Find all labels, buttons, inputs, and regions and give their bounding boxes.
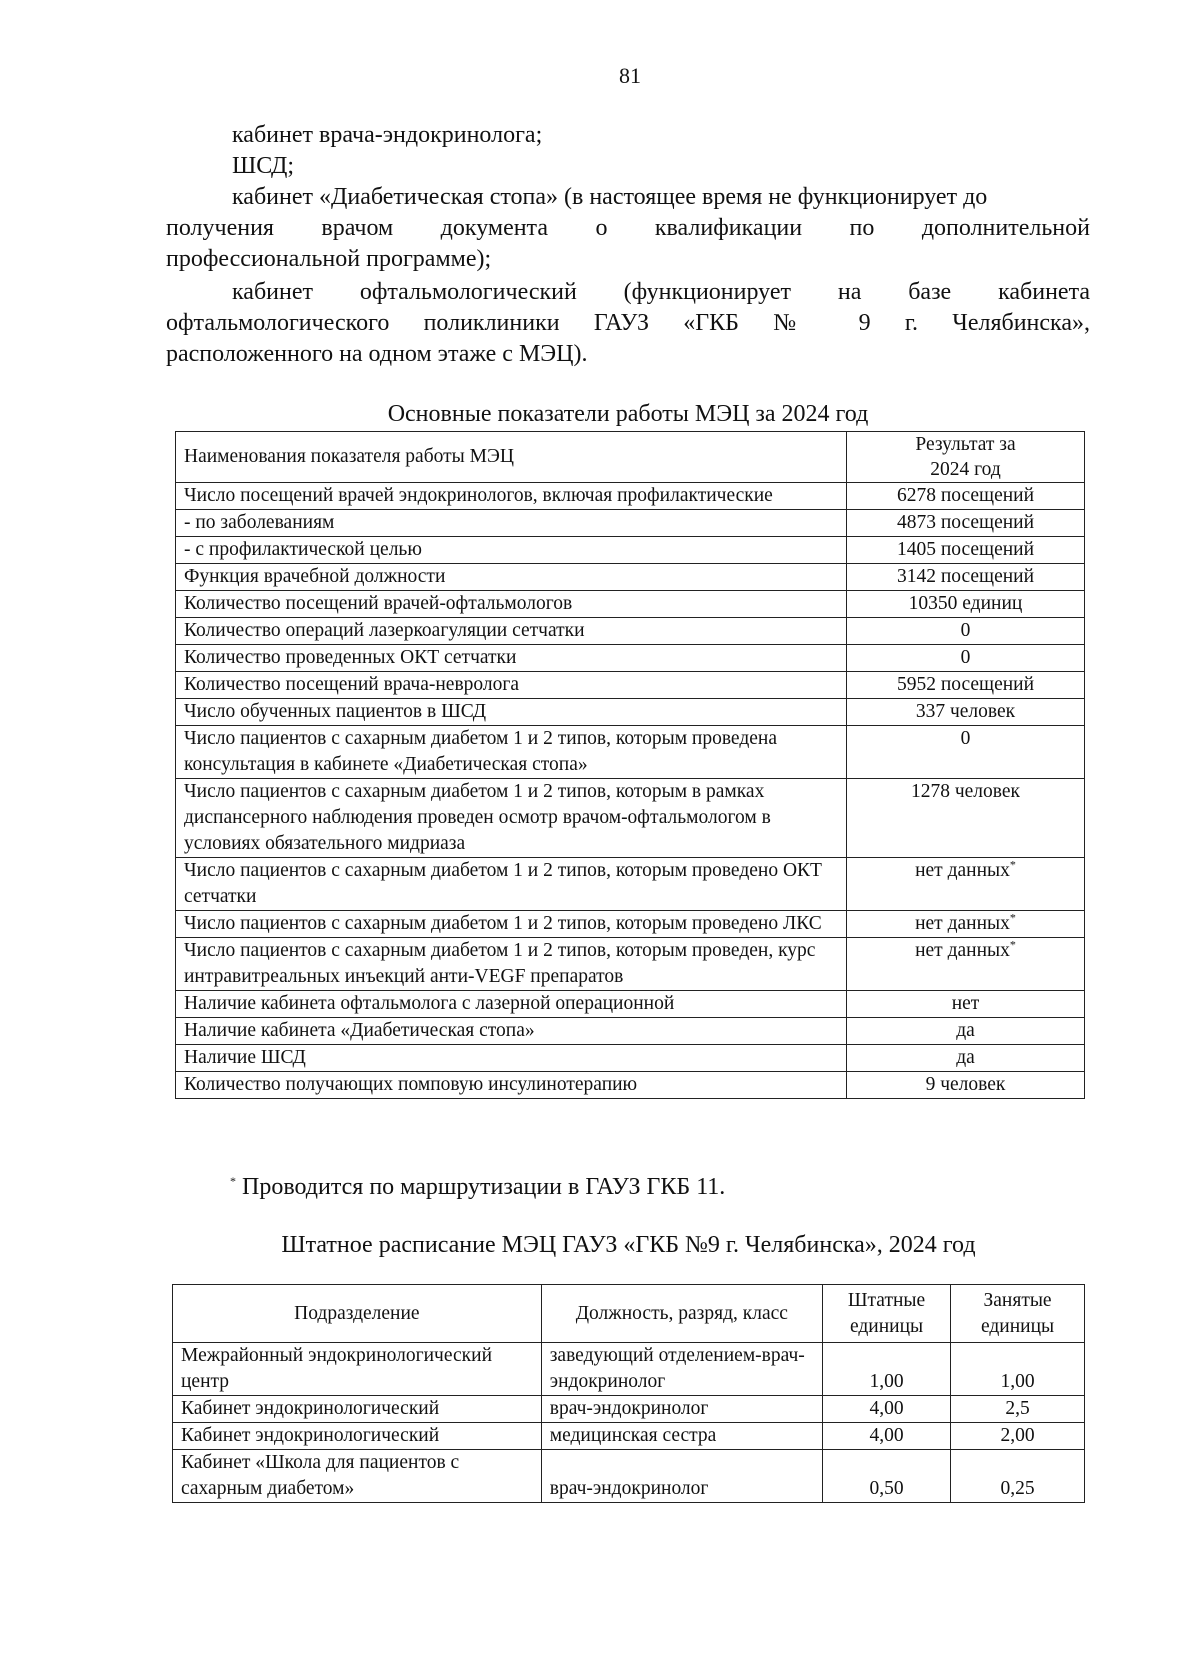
metrics-caption: Основные показатели работы МЭЦ за 2024 год xyxy=(387,401,869,427)
metric-value: 5952 посещений xyxy=(847,672,1085,699)
metric-name: Количество получающих помповую инсулинотерапию xyxy=(176,1072,847,1099)
metric-value: 4873 посещений xyxy=(847,510,1085,537)
page-number: 81 xyxy=(619,63,641,88)
metric-value: да xyxy=(847,1018,1085,1045)
metric-value: 3142 посещений xyxy=(847,564,1085,591)
table-row xyxy=(176,991,1085,1018)
metrics-header-row xyxy=(176,432,1085,483)
table-row xyxy=(176,510,1085,537)
metric-name: - с профилактической целью xyxy=(176,537,847,564)
metric-name: Количество посещений врачей-офтальмологов xyxy=(176,591,847,618)
footnote-marker: * xyxy=(1009,857,1016,872)
footnote xyxy=(230,1174,725,1201)
staff-division: Межрайонный эндокринологический центр xyxy=(173,1343,542,1396)
footnote-text: Проводится по маршрутизации в ГАУЗ ГКБ 11. xyxy=(236,1174,726,1200)
metric-name: Число пациентов с сахарным диабетом 1 и 2 типов, которым в рамках диспансерного наблюдения проведен осмотр врачом-офтальмологом в условиях обязательного мидриаза xyxy=(176,779,847,858)
staff-caption: Штатное расписание МЭЦ ГАУЗ «ГКБ №9 г. Челябинска», 2024 год xyxy=(281,1232,976,1258)
table-row xyxy=(176,537,1085,564)
occupied-units: 1,00 xyxy=(951,1343,1085,1396)
metric-name: Число пациентов с сахарным диабетом 1 и 2 типов, которым проведено ОКТ сетчатки xyxy=(176,858,847,911)
intro-ophthalmology-line3: расположенного на одном этаже с МЭЦ). xyxy=(166,341,588,367)
metric-name: Наличие кабинета офтальмолога с лазерной операционной xyxy=(176,991,847,1018)
staff-header-row xyxy=(173,1285,1085,1343)
metric-name: Число обученных пациентов в ШСД xyxy=(176,699,847,726)
metric-value: 0 xyxy=(847,645,1085,672)
staff-units: 4,00 xyxy=(822,1423,950,1450)
metric-name: Число пациентов с сахарным диабетом 1 и 2 типов, которым проведено ЛКС xyxy=(176,911,847,938)
staff-position: врач-эндокринолог xyxy=(541,1396,822,1423)
metrics-table xyxy=(175,431,1085,1099)
staff-header-position: Должность, разряд, класс xyxy=(541,1285,822,1343)
footnote-mark: * xyxy=(230,1174,236,1188)
metric-value-cell xyxy=(847,858,1085,911)
table-row xyxy=(176,779,1085,858)
metric-name: Функция врачебной должности xyxy=(176,564,847,591)
table-row xyxy=(176,726,1085,779)
metric-name: Число пациентов с сахарным диабетом 1 и 2 типов, которым проведена консультация в кабинете «Диабетическая стопа» xyxy=(176,726,847,779)
metric-name: Число пациентов с сахарным диабетом 1 и 2 типов, которым проведен, курс интравитреальных инъекций анти-VEGF препаратов xyxy=(176,938,847,991)
intro-line-endocrinologist: кабинет врача-эндокринолога; xyxy=(232,122,543,148)
staff-units: 4,00 xyxy=(822,1396,950,1423)
table-row xyxy=(176,618,1085,645)
metric-name: Количество посещений врача-невролога xyxy=(176,672,847,699)
table-row xyxy=(176,938,1085,991)
staff-division: Кабинет «Школа для пациентов с сахарным диабетом» xyxy=(173,1450,542,1503)
table-row xyxy=(176,1072,1085,1099)
table-row xyxy=(173,1423,1085,1450)
metric-value: нет данных xyxy=(915,860,1010,881)
metric-value: 0 xyxy=(847,726,1085,779)
staff-position: медицинская сестра xyxy=(541,1423,822,1450)
table-row xyxy=(176,672,1085,699)
metric-value-cell xyxy=(847,911,1085,938)
metric-value-cell xyxy=(847,938,1085,991)
table-row xyxy=(176,858,1085,911)
intro-diabetic-foot-line1: кабинет «Диабетическая стопа» (в настоящее время не функционирует до xyxy=(232,184,988,210)
occupied-units: 2,00 xyxy=(951,1423,1085,1450)
metric-value: нет xyxy=(847,991,1085,1018)
metric-value: 337 человек xyxy=(847,699,1085,726)
metric-value: нет данных xyxy=(915,913,1010,934)
metric-value: 6278 посещений xyxy=(847,483,1085,510)
table-row xyxy=(173,1396,1085,1423)
staff-position: заведующий отделением-врач-эндокринолог xyxy=(541,1343,822,1396)
occupied-units: 2,5 xyxy=(951,1396,1085,1423)
table-row xyxy=(176,911,1085,938)
metrics-header-value xyxy=(847,432,1085,483)
metrics-header-name: Наименования показателя работы МЭЦ xyxy=(176,432,847,483)
staff-header-staff-units: Штатные единицы xyxy=(822,1285,950,1343)
intro-ophthalmology-line1: кабинет офтальмологический (функционирует на базе кабинета xyxy=(232,279,1090,305)
metric-value: 1278 человек xyxy=(847,779,1085,858)
metrics-header-value-line1: Результат за xyxy=(915,434,1016,455)
metric-name: Наличие кабинета «Диабетическая стопа» xyxy=(176,1018,847,1045)
intro-ophthalmology-line2: офтальмологического поликлиники ГАУЗ «ГКБ № 9 г. Челябинска», xyxy=(166,310,1090,336)
occupied-units: 0,25 xyxy=(951,1450,1085,1503)
metric-name: - по заболеваниям xyxy=(176,510,847,537)
intro-diabetic-foot-line2: получения врачом документа о квалификации по дополнительной xyxy=(166,215,1090,241)
staff-table xyxy=(172,1284,1085,1503)
table-row xyxy=(176,1045,1085,1072)
table-row xyxy=(176,1018,1085,1045)
table-row xyxy=(176,699,1085,726)
staff-position: врач-эндокринолог xyxy=(541,1450,822,1503)
metric-value: 9 человек xyxy=(847,1072,1085,1099)
metric-name: Количество проведенных ОКТ сетчатки xyxy=(176,645,847,672)
metric-name: Количество операций лазеркоагуляции сетчатки xyxy=(176,618,847,645)
staff-header-occupied-units: Занятые единицы xyxy=(951,1285,1085,1343)
staff-units: 0,50 xyxy=(822,1450,950,1503)
table-row xyxy=(176,564,1085,591)
footnote-marker: * xyxy=(1009,937,1016,952)
metric-value: 1405 посещений xyxy=(847,537,1085,564)
table-row xyxy=(173,1450,1085,1503)
table-row xyxy=(173,1343,1085,1396)
intro-diabetic-foot-line3: профессиональной программе); xyxy=(166,246,492,272)
staff-header-division: Подразделение xyxy=(173,1285,542,1343)
metric-value: 10350 единиц xyxy=(847,591,1085,618)
intro-line-shsd: ШСД; xyxy=(232,153,295,179)
staff-units: 1,00 xyxy=(822,1343,950,1396)
metric-value: нет данных xyxy=(915,940,1010,961)
metric-name: Наличие ШСД xyxy=(176,1045,847,1072)
staff-division: Кабинет эндокринологический xyxy=(173,1423,542,1450)
footnote-marker: * xyxy=(1009,910,1016,925)
staff-division: Кабинет эндокринологический xyxy=(173,1396,542,1423)
metric-value: 0 xyxy=(847,618,1085,645)
table-row xyxy=(176,645,1085,672)
table-row xyxy=(176,591,1085,618)
metric-name: Число посещений врачей эндокринологов, включая профилактические xyxy=(176,483,847,510)
table-row xyxy=(176,483,1085,510)
metrics-header-value-line2: 2024 год xyxy=(930,459,1001,480)
metric-value: да xyxy=(847,1045,1085,1072)
